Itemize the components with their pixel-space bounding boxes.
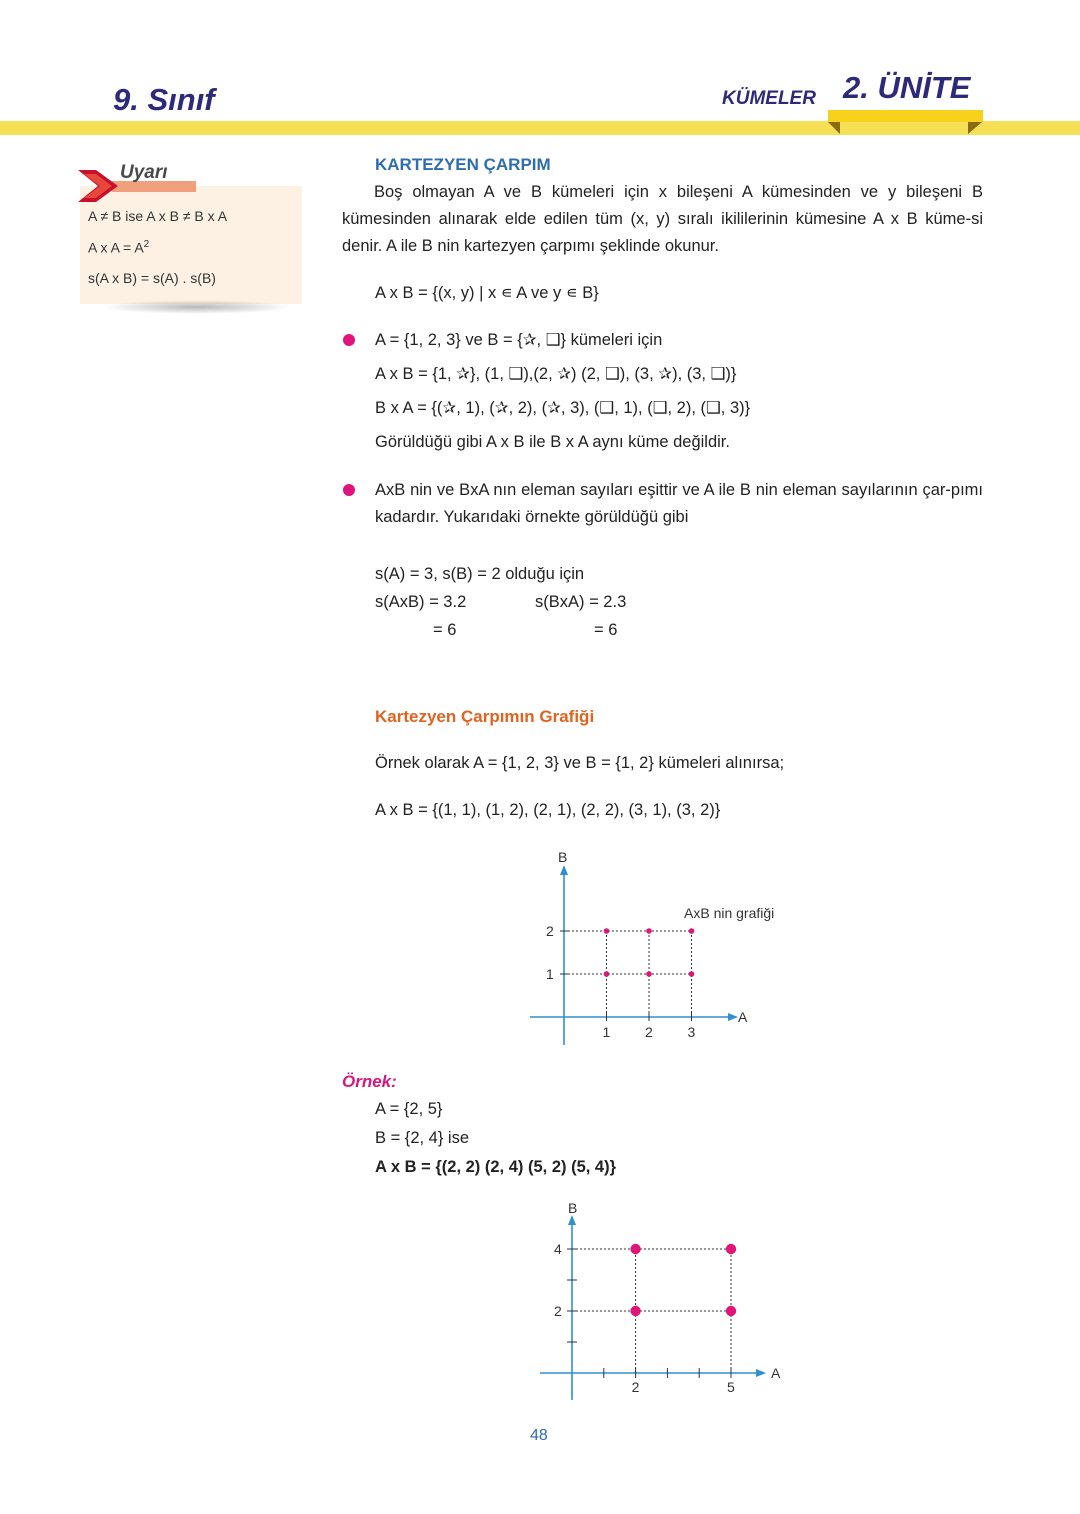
- warning-box-shadow: [102, 300, 292, 314]
- unit-label: 2. ÜNİTE: [843, 70, 971, 105]
- unit-tab-fold-right: [968, 122, 982, 134]
- data-point: [689, 928, 695, 934]
- calc-right-1: s(BxA) = 2.3: [535, 593, 627, 611]
- x-axis-arrow-icon: [756, 1369, 766, 1377]
- graph-section-set: A x B = {(1, 1), (1, 2), (2, 1), (2, 2), (3, 1), (3, 2)}: [375, 801, 721, 819]
- example-line-2: B = {2, 4} ise: [375, 1129, 470, 1147]
- x-tick-label: 2: [631, 1379, 640, 1395]
- calc-left-2: = 6: [433, 621, 457, 639]
- data-point: [726, 1244, 736, 1254]
- data-point: [604, 928, 610, 934]
- bullet2-paragraph: [375, 477, 983, 531]
- x-tick-label: 2: [645, 1024, 653, 1040]
- calc-line-1: s(A) = 3, s(B) = 2 olduğu için: [375, 565, 585, 583]
- data-point: [646, 928, 652, 934]
- warning-line-1: A ≠ B ise A x B ≠ B x A: [88, 208, 228, 224]
- bullet-icon: [343, 484, 355, 496]
- topic-label: KÜMELER: [722, 88, 816, 109]
- header-band: [0, 121, 1080, 135]
- y-tick-label: 2: [554, 1303, 562, 1319]
- warning-chevron-icon: [76, 166, 124, 206]
- y-tick-label: 4: [554, 1241, 562, 1257]
- axb-graph: [520, 845, 810, 1050]
- graph-annotation: AxB nin grafiği: [684, 905, 775, 921]
- data-point: [646, 971, 652, 977]
- x-tick-label: 5: [727, 1379, 735, 1395]
- unit-tab: [828, 110, 983, 122]
- x-axis-arrow-icon: [728, 1013, 738, 1021]
- graph-section-intro: Örnek olarak A = {1, 2, 3} ve B = {1, 2} kümeleri alınırsa;: [375, 754, 785, 772]
- definition-text: Boş olmayan A ve B kümeleri için x bileşeni A kümesinden ve y bileşeni B kümesinden alınarak elde edilen tüm (x, y) sıralı ikililerinin kümesine A x B küme-si denir. A ile B nin kartezyen çarpımı şeklinde okunur.: [342, 183, 983, 255]
- bullet1-intro: A = {1, 2, 3} ve B = {✰, ❑} kümeleri için: [375, 331, 663, 349]
- warning-line-3: s(A x B) = s(A) . s(B): [88, 270, 216, 286]
- example-result: A x B = {(2, 2) (2, 4) (5, 2) (5, 4)}: [375, 1158, 617, 1176]
- graph-section-title: Kartezyen Çarpımın Grafiği: [375, 707, 595, 726]
- data-point: [689, 971, 695, 977]
- bullet1-axb: A x B = {1, ✰}, (1, ❑),(2, ✰) (2, ❑), (3, ✰), (3, ❑)}: [375, 365, 737, 383]
- bullet1-bxa: B x A = {(✰, 1), (✰, 2), (✰, 3), (❑, 1), (❑, 2), (❑, 3)}: [375, 399, 751, 417]
- data-point: [630, 1306, 640, 1316]
- x-tick-label: 1: [602, 1024, 611, 1040]
- data-point: [604, 971, 610, 977]
- example-line-1: A = {2, 5}: [375, 1100, 443, 1118]
- x-axis-label: A: [771, 1365, 781, 1381]
- calc-right-2: = 6: [594, 621, 618, 639]
- page-number: 48: [530, 1427, 548, 1444]
- y-axis-label: B: [558, 849, 568, 865]
- definition-formula: A x B = {(x, y) | x ∊ A ve y ∊ B}: [375, 284, 599, 302]
- y-tick-label: 2: [546, 923, 554, 939]
- y-axis-arrow-icon: [560, 865, 568, 875]
- y-tick-label: 1: [546, 966, 554, 982]
- definition-paragraph: [342, 179, 983, 260]
- bullet1-conclusion: Görüldüğü gibi A x B ile B x A aynı küme değildir.: [375, 433, 730, 451]
- x-axis-label: A: [738, 1009, 748, 1025]
- warning-line-2: A x $A = A^2$: [88, 239, 150, 256]
- warning-title: Uyarı: [120, 162, 168, 183]
- bullet2-text: AxB nin ve BxA nın eleman sayıları eşittir ve A ile B nin eleman sayılarının çar-pımı kadardır. Yukarıdaki örnekte görüldüğü gibi: [375, 481, 983, 526]
- example-graph: [530, 1195, 800, 1405]
- data-point: [726, 1306, 736, 1316]
- grade-label: 9. Sınıf: [113, 82, 215, 117]
- unit-tab-fold-left: [828, 122, 840, 134]
- x-tick-label: 3: [687, 1024, 696, 1040]
- y-axis-label: B: [568, 1200, 578, 1216]
- calc-left-1: s(AxB) = 3.2: [375, 593, 467, 611]
- data-point: [630, 1244, 640, 1254]
- example-title: Örnek:: [342, 1072, 397, 1091]
- bullet-icon: [343, 334, 355, 346]
- section-title: KARTEZYEN ÇARPIM: [375, 155, 551, 174]
- y-axis-arrow-icon: [568, 1215, 576, 1225]
